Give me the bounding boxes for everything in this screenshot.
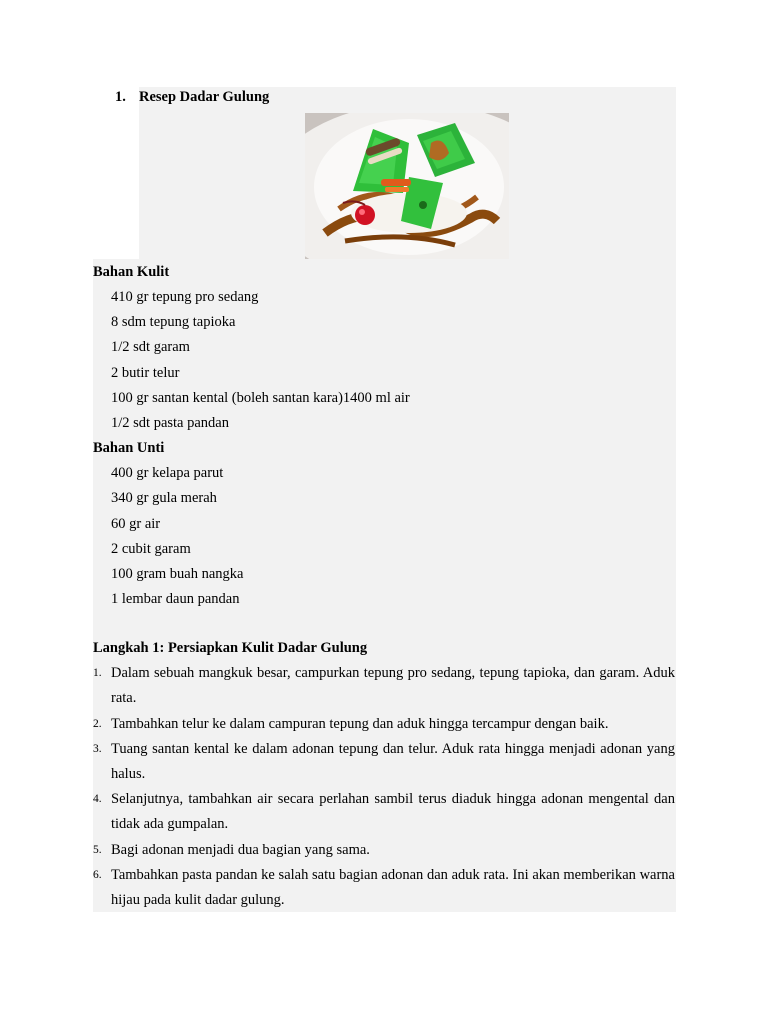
document-body xyxy=(93,87,675,913)
dadar-gulung-photo xyxy=(305,113,509,259)
step-text: Selanjutnya, tambahkan air secara perlahan sambil terus diaduk hingga adonan mengental dan tidak ada gumpalan. xyxy=(111,791,675,833)
step-item xyxy=(93,712,675,737)
ingredient-item: 100 gr santan kental (boleh santan kara)1400 ml air xyxy=(111,389,410,406)
step-item xyxy=(93,737,675,787)
ingredient-item: 400 gr kelapa parut xyxy=(111,465,224,482)
ingredient-item: 100 gram buah nangka xyxy=(111,565,244,582)
ingredient-item: 1/2 sdt pasta pandan xyxy=(111,414,229,431)
step-number: 1. xyxy=(93,667,102,680)
ingredient-item: 60 gr air xyxy=(111,515,161,532)
photo-row xyxy=(93,111,675,259)
ingredient-item: 340 gr gula merah xyxy=(111,490,217,507)
step-text: Tambahkan telur ke dalam campuran tepung dan aduk hingga tercampur dengan baik. xyxy=(111,715,609,732)
step-item xyxy=(93,838,675,863)
step-number: 4. xyxy=(93,793,102,806)
ingredient-item: 1/2 sdt garam xyxy=(111,339,190,356)
spacer xyxy=(93,612,675,636)
step-number: 5. xyxy=(93,843,102,856)
title-number: 1. xyxy=(115,89,126,105)
step-item xyxy=(93,787,675,837)
step-text: Tambahkan pasta pandan ke salah satu bagian adonan dan aduk rata. Ini akan memberikan warna hijau pada kulit dadar gulung. xyxy=(111,866,675,909)
step-number: 2. xyxy=(93,717,102,730)
ingredient-item: 8 sdm tepung tapioka xyxy=(111,314,236,331)
step-item xyxy=(93,661,675,711)
ingredient-item: 2 cubit garam xyxy=(111,540,191,557)
step-number: 6. xyxy=(93,868,102,881)
ingredient-item: 2 butir telur xyxy=(111,364,180,381)
step-text: Bagi adonan menjadi dua bagian yang sama. xyxy=(111,841,370,858)
step-number: 3. xyxy=(93,742,102,755)
recipe-title: Resep Dadar Gulung xyxy=(139,89,270,105)
recipe-title-row xyxy=(93,87,675,111)
ingredient-item: 1 lembar daun pandan xyxy=(111,591,240,608)
bahan-unti-heading: Bahan Unti xyxy=(93,440,165,457)
step-text: Tuang santan kental ke dalam adonan tepung dan telur. Aduk rata hingga menjadi adonan yang halus. xyxy=(111,740,675,783)
ingredient-item: 410 gr tepung pro sedang xyxy=(111,289,259,305)
step-item xyxy=(93,863,675,913)
langkah-1-heading: Langkah 1: Persiapkan Kulit Dadar Gulung xyxy=(93,640,368,657)
step-text: Dalam sebuah mangkuk besar, campurkan tepung pro sedang, tepung tapioka, dan garam. Aduk rata. xyxy=(111,665,675,707)
bahan-kulit-heading: Bahan Kulit xyxy=(93,264,170,280)
